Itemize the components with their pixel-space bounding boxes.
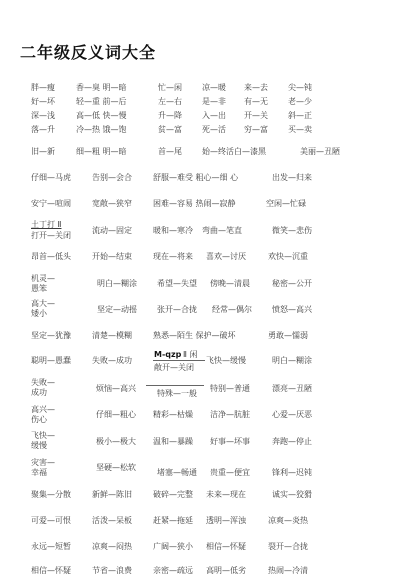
word-pair: 透明—浑浊 — [206, 516, 246, 525]
word-pair: 凉爽—闷热 — [92, 542, 132, 551]
word-pair: 凉—暖 — [202, 83, 226, 92]
bold-code: M-qzp — [154, 350, 182, 359]
word-pair: 堵塞—畅通 — [157, 468, 197, 477]
word-pair: 赶紧—拖延 — [153, 516, 193, 525]
word-pair: 忙—闲 — [158, 83, 182, 92]
word-pair: 极小—极大 — [96, 437, 136, 446]
word-pair: 升—降 — [158, 111, 182, 120]
word-pair: 昂首—低头 — [31, 252, 71, 261]
word-pair: 轻—重 前—后 — [76, 97, 127, 106]
word-pair: 明白—糊涂 — [97, 279, 137, 288]
word-pair: 空闲—忙碌 — [266, 199, 306, 208]
word-pair: 舒服—难受 粗心—细 心 — [153, 173, 239, 182]
word-pair: 深—浅 — [31, 111, 55, 120]
bracket-mark: Ⅱ 闲 — [183, 350, 198, 359]
word-pair: 秘密—公开 — [272, 279, 312, 288]
word-pair: 高兴—伤心 — [31, 405, 55, 424]
word-pair: 穷—富 — [244, 125, 268, 134]
word-pair: 有—无 — [244, 97, 268, 106]
word-pair: 仔细—马虎 — [31, 173, 71, 182]
word-pair: 精彩—枯燥 — [153, 410, 193, 419]
word-pair: 经常—偶尔 — [212, 305, 252, 314]
word-pair: 破碎—完整 — [153, 490, 193, 499]
word-pair: 开—关 — [244, 111, 268, 120]
word-pair: 裂开—合拢 — [268, 542, 308, 551]
word-pair: 愤怒—高兴 — [272, 305, 312, 314]
word-pair: 凉爽—炎热 — [268, 516, 308, 525]
word-pair: 特殊—一般 — [157, 389, 197, 398]
word-pair: 香—臭 明—暗 — [76, 83, 127, 92]
word-pair: 死—活 — [202, 125, 226, 134]
word-pair: 美丽—丑陋 — [300, 147, 340, 156]
word-pair: 仔细—粗心 — [96, 410, 136, 419]
word-pair: 始—终活白—漆黑 — [202, 147, 266, 156]
word-pair: 清楚—模糊 — [92, 331, 132, 340]
word-pair: 坚定—动摇 — [97, 305, 137, 314]
rule-line — [153, 360, 205, 361]
word-pair: 入—出 — [202, 111, 226, 120]
word-pair: 尖—钝 — [288, 83, 312, 92]
word-pair: 困难—容易 热闹—寂静 — [153, 199, 236, 208]
word-pair: 出发—归来 — [272, 173, 312, 182]
word-pair: 微笑—悲伤 — [272, 226, 312, 235]
word-pair: 高大—矮小 — [31, 299, 55, 318]
word-pair: 欢快—沉重 — [268, 252, 308, 261]
word-pair: 好事—坏事 — [210, 437, 250, 446]
page-title: 二年级反义词大全 — [20, 43, 157, 62]
word-pair: 左—右 — [158, 97, 182, 106]
word-pair: 烦恼—高兴 — [96, 384, 136, 393]
word-pair: 冷—热 饿—饱 — [76, 125, 127, 134]
word-pair: 活泼—呆板 — [92, 516, 132, 525]
word-pair: 买—卖 — [288, 125, 312, 134]
word-pair: 机灵—愚笨 — [31, 274, 55, 293]
word-pair: 明白—糊涂 — [272, 356, 312, 365]
word-pair: 斜—正 — [288, 111, 312, 120]
word-pair: 灾害—幸福 — [31, 458, 55, 477]
word-pair: 弯曲—笔直 — [202, 226, 242, 235]
word-pair: 老—少 — [288, 97, 312, 106]
word-pair: 张开—合拢 — [157, 305, 197, 314]
word-pair: 坚硬—松软 — [96, 463, 136, 472]
word-pair: 可爱—可恨 — [31, 516, 71, 525]
word-pair: 是—非 — [202, 97, 226, 106]
word-pair: 心爱—厌恶 — [272, 410, 312, 419]
word-pair: 宽敞—狭窄 — [92, 199, 132, 208]
word-pair: 熟悉—陌生 保护—破坏 — [153, 331, 236, 340]
word-pair: 温和—暴躁 — [153, 437, 193, 446]
word-pair: 流动—固定 — [92, 226, 132, 235]
word-pair: 贵重—便宜 — [210, 468, 250, 477]
word-pair: 喜欢—讨厌 — [206, 252, 246, 261]
word-pair: 贫—富 — [158, 125, 182, 134]
word-pair: 开始—结束 — [92, 252, 132, 261]
word-pair: 好—坏 — [31, 97, 55, 106]
word-pair: 广阔—狭小 — [153, 542, 193, 551]
rule-line — [146, 385, 204, 386]
word-pair: 亲密—疏远 — [153, 566, 193, 575]
word-pair: 特别—普通 — [210, 384, 250, 393]
word-pair: 飞快—缓慢 — [31, 431, 55, 450]
word-pair: 首—尾 — [158, 147, 182, 156]
word-pair: 希望—失望 — [157, 279, 197, 288]
word-pair: 落—升 — [31, 125, 55, 134]
word-pair: 相信—怀疑 — [206, 542, 246, 551]
word-pair: 坚定—犹豫 — [31, 331, 71, 340]
word-pair: 傍晚—清晨 — [210, 279, 250, 288]
word-pair: 飞快—缓慢 — [206, 356, 246, 365]
word-pair: 漂亮—丑陋 — [272, 384, 312, 393]
word-pair: 高—低 快—慢 — [76, 111, 127, 120]
word-pair: 胖—瘦 — [31, 83, 55, 92]
word-pair: 未来—现在 — [206, 490, 246, 499]
handwritten-mark: 土丁打 Ⅱ — [31, 220, 62, 229]
word-pair: 相信—怀疑 — [31, 566, 71, 575]
word-pair: 洁净—肮脏 — [210, 410, 250, 419]
word-pair: 锋利—迟钝 — [272, 468, 312, 477]
word-pair: 奔跑—停止 — [272, 437, 312, 446]
word-pair: 失败—成功 — [31, 378, 55, 397]
word-pair: 旧—新 — [31, 147, 55, 156]
word-pair: 高明—低劣 — [206, 566, 246, 575]
word-pair: 聪明—愚蠢 — [31, 356, 71, 365]
word-pair: 现在—将来 — [153, 252, 193, 261]
word-pair: 热闹—冷清 — [268, 566, 308, 575]
word-pair: 诚实—狡猾 — [272, 490, 312, 499]
word-pair: 永远—短暂 — [31, 542, 71, 551]
word-pair: 敞开—关闭 — [154, 363, 194, 372]
word-pair: 告别—会合 — [92, 173, 132, 182]
word-pair: 来—去 — [244, 83, 268, 92]
word-pair: 失败—成功 — [92, 356, 132, 365]
word-pair: 勇敢—懦弱 — [268, 331, 308, 340]
word-pair: 暖和—寒冷 — [153, 226, 193, 235]
word-pair: 节省—浪费 — [92, 566, 132, 575]
word-pair: 打开—关闭 — [31, 231, 71, 240]
word-pair: 安宁—喧闹 — [31, 199, 71, 208]
word-pair: 新鲜—陈旧 — [92, 490, 132, 499]
word-pair: 聚集—分散 — [31, 490, 71, 499]
word-pair: 细—粗 明—暗 — [76, 147, 127, 156]
